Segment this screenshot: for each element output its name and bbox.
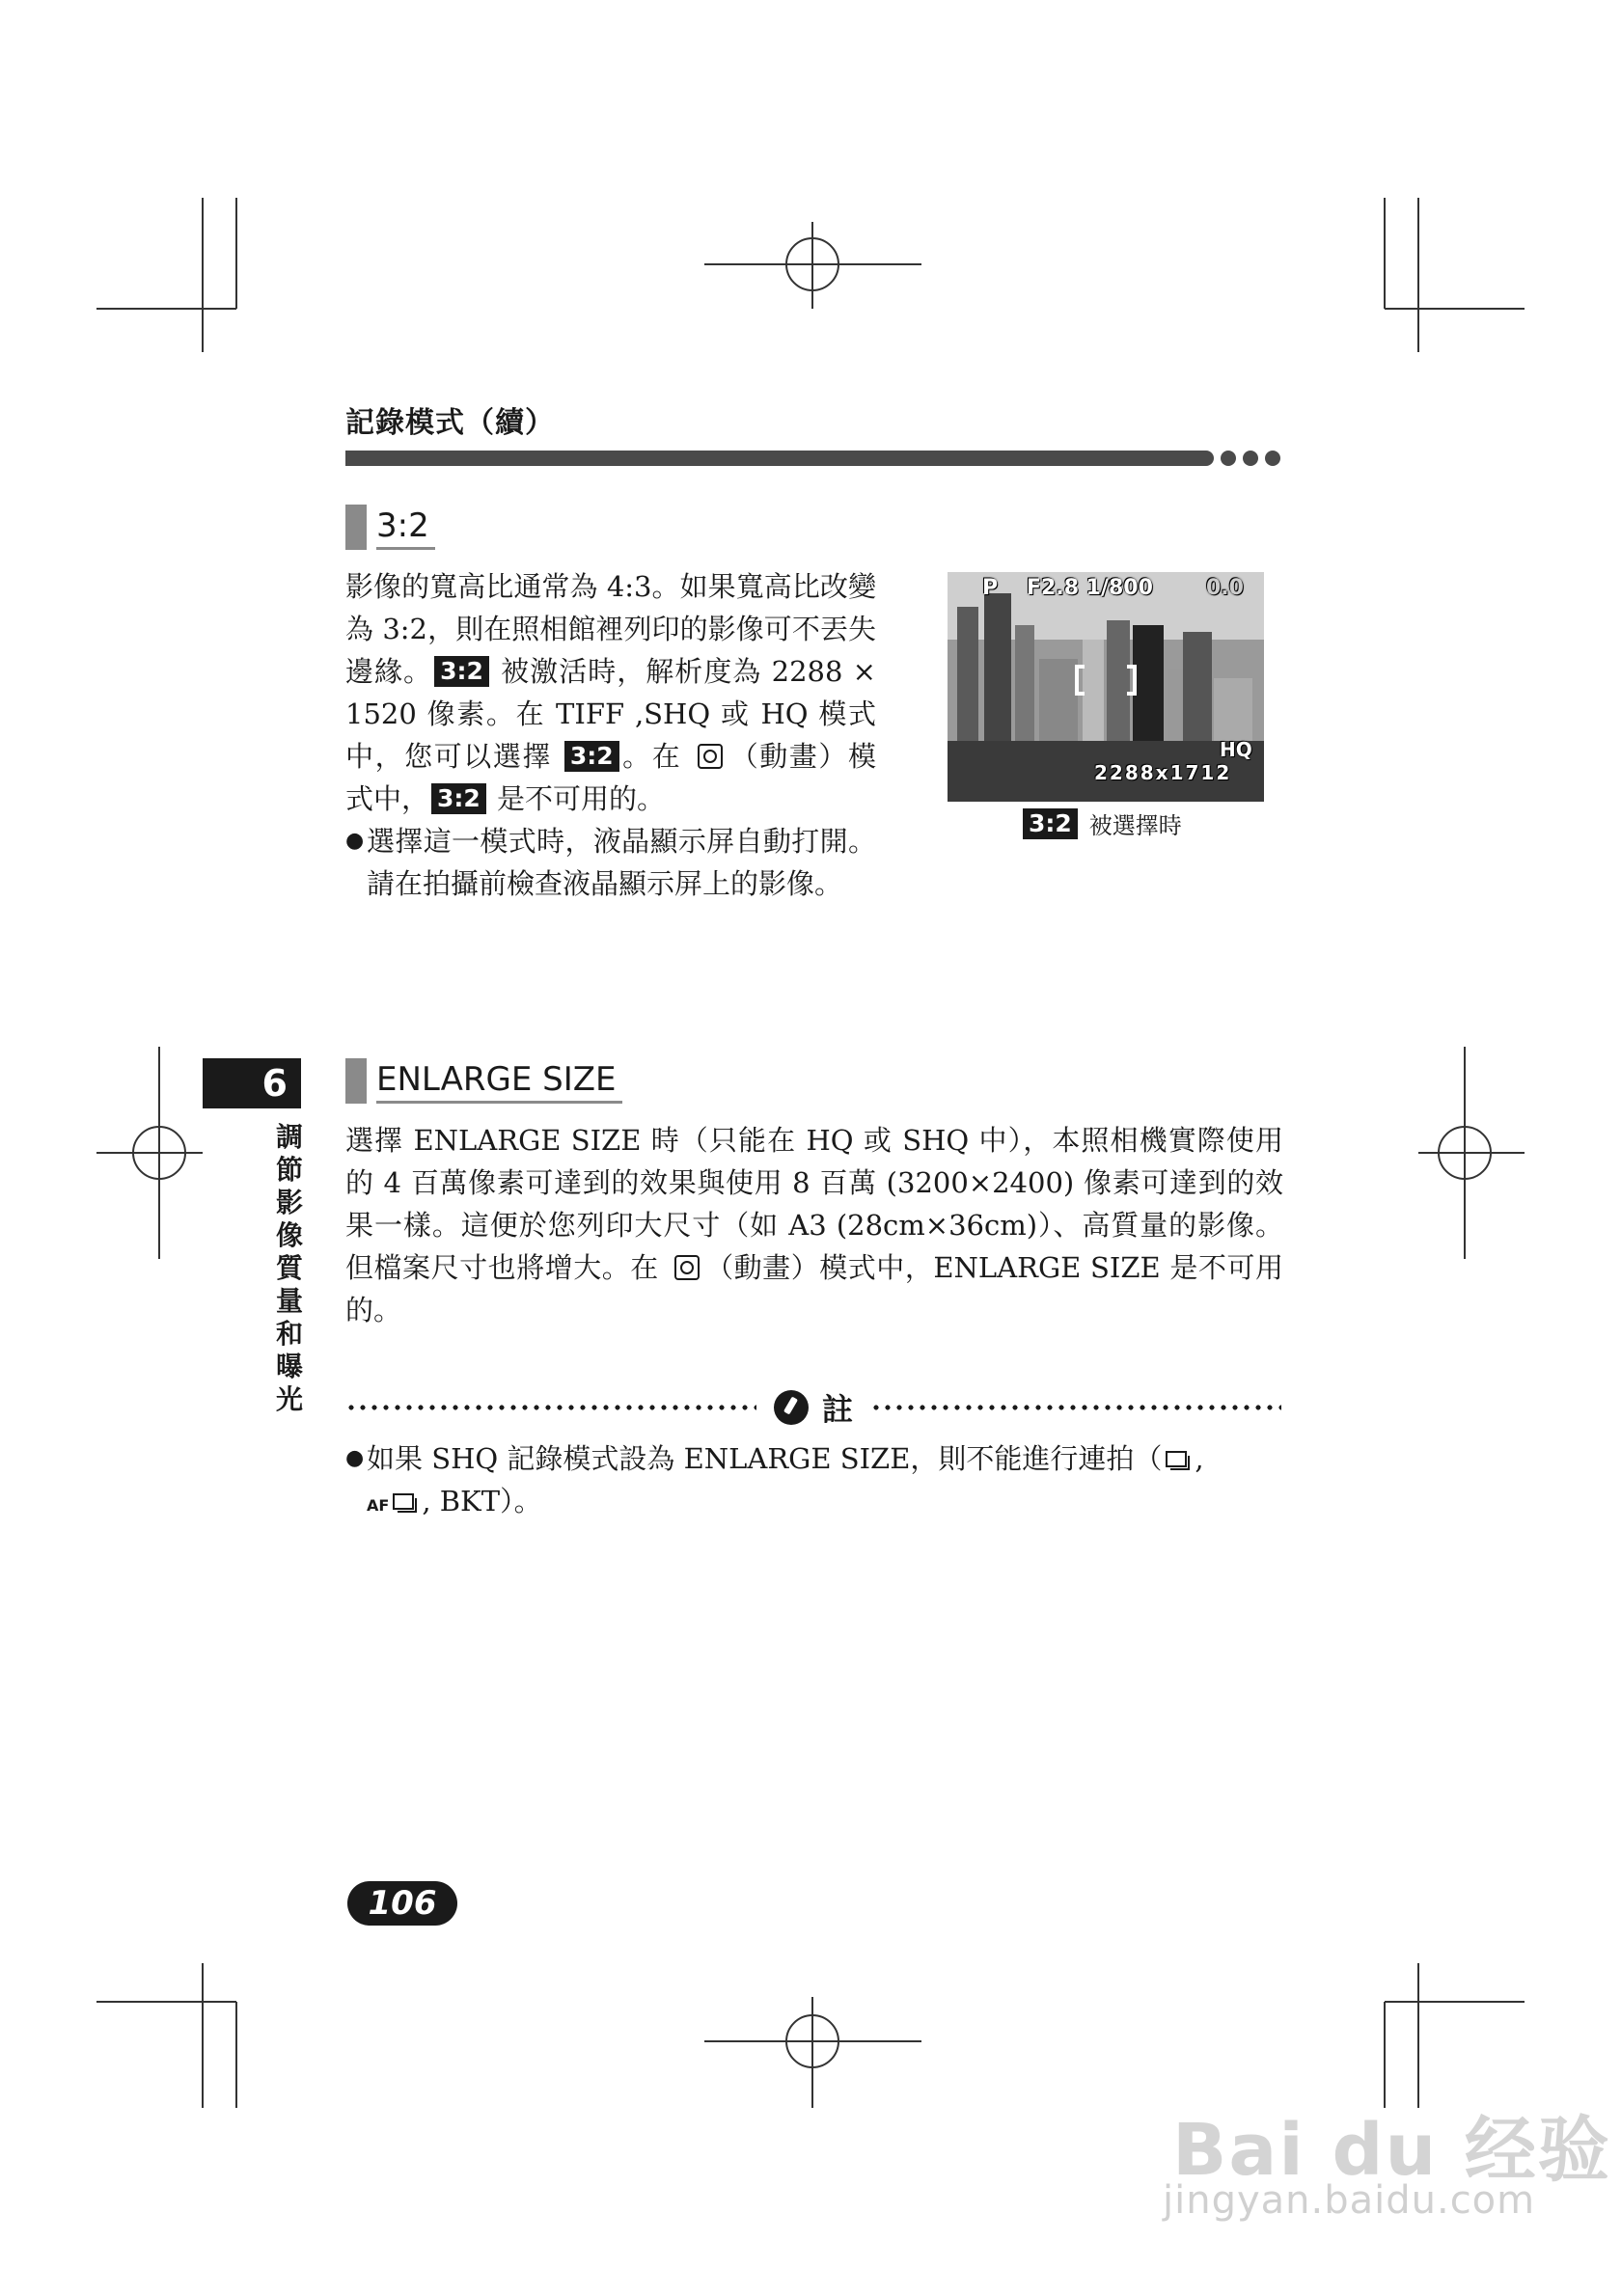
enlarge-size-paragraph <box>345 1119 1283 1331</box>
baidu-watermark-url: jingyan.baidu.com <box>1163 2178 1536 2223</box>
sequential-shooting-icon <box>1166 1451 1191 1470</box>
bullet-text: 選擇這一模式時，液晶顯示屏自動打開。請在拍攝前檢查液晶顯示屏上的影像。 <box>367 825 876 900</box>
section-heading-32 <box>345 505 435 550</box>
ratio-32-badge: 3:2 <box>564 741 619 772</box>
caption-text: 被選擇時 <box>1088 812 1182 839</box>
lcd-resolution: 2288x1712 <box>1094 761 1232 784</box>
note-text-part: , BKT）。 <box>422 1485 542 1517</box>
heading-marker <box>345 505 367 550</box>
af-sequential-shooting-icon <box>393 1493 418 1513</box>
bullet-icon: ● <box>345 1446 365 1470</box>
note-text-part: 如果 SHQ 記錄模式設為 ENLARGE SIZE，則不能進行連拍（ <box>367 1442 1163 1475</box>
section-title: ENLARGE SIZE <box>376 1058 622 1104</box>
note-header <box>345 1385 1281 1430</box>
para-text: 被激活時，解析度為 2288 × 1520 像素。在 TIFF ,SHQ 或 HQ 模式中，您可以選擇 <box>345 655 876 773</box>
section-title: 3:2 <box>376 505 435 550</box>
section-heading-enlarge-size <box>345 1058 622 1104</box>
ratio-32-badge: 3:2 <box>434 656 489 687</box>
lcd-screen-illustration <box>948 572 1264 802</box>
note-bullet <box>345 1437 1283 1527</box>
page-number: 106 <box>347 1881 457 1926</box>
lcd-mode: P <box>982 576 999 600</box>
lcd-exposure: 0.0 <box>1206 576 1244 600</box>
note-text-part: , <box>1195 1442 1204 1475</box>
chapter-number-tab: 6 <box>203 1058 301 1108</box>
para-text: （動畫）模式中， <box>345 740 876 815</box>
dotted-leader <box>345 1404 756 1411</box>
header-rule-dot <box>1221 451 1236 466</box>
lcd-quality: HQ <box>1220 738 1252 761</box>
ratio-32-badge: 3:2 <box>431 783 486 814</box>
chapter-title-vertical: 調節影像質量和曝光 <box>275 1121 303 1415</box>
lcd-caption <box>1021 806 1182 840</box>
note-label: 註 <box>822 1391 854 1428</box>
para-text: 。在 <box>620 740 693 773</box>
lcd-aperture-shutter: F2.8 1/800 <box>1027 576 1153 600</box>
af-label: AF <box>367 1496 390 1515</box>
running-head: 記錄模式（續） <box>345 406 555 440</box>
bullet-icon: ● <box>345 829 365 853</box>
note-text <box>367 1437 1204 1527</box>
para-text: 是不可用的。 <box>487 782 666 815</box>
movie-mode-icon <box>698 744 723 769</box>
ratio-32-badge: 3:2 <box>1023 808 1078 839</box>
movie-mode-icon <box>674 1255 700 1280</box>
header-rule-dot <box>1265 451 1280 466</box>
pencil-icon <box>774 1390 809 1425</box>
header-rule-dot <box>1243 451 1258 466</box>
dotted-leader <box>870 1404 1281 1411</box>
heading-marker <box>345 1058 367 1104</box>
para-text: 選擇 ENLARGE SIZE 時（只能在 HQ 或 SHQ 中），本照相機實際使用的 4 百萬像素可達到的效果與使用 8 百萬 (3200×2400) 像素可達到的效果一樣。這便於您列印大尺寸（如 A3 (28cm×36cm)）、高質量的影像。但檔案尺寸也將增大。在 <box>345 1124 1283 1284</box>
para-text: 影像的寬高比通常為 4:3。如果寬高比改變為 3:2，則在照相館裡列印的影像可不丟失邊緣。 <box>345 570 876 688</box>
baidu-watermark-logo: Bai du 经验 <box>1172 2109 1611 2192</box>
header-rule <box>345 451 1214 466</box>
section-32-bullet <box>345 820 876 905</box>
para-text: （動畫）模式中，ENLARGE SIZE 是不可用的。 <box>345 1251 1284 1326</box>
section-32-paragraph <box>345 565 876 820</box>
